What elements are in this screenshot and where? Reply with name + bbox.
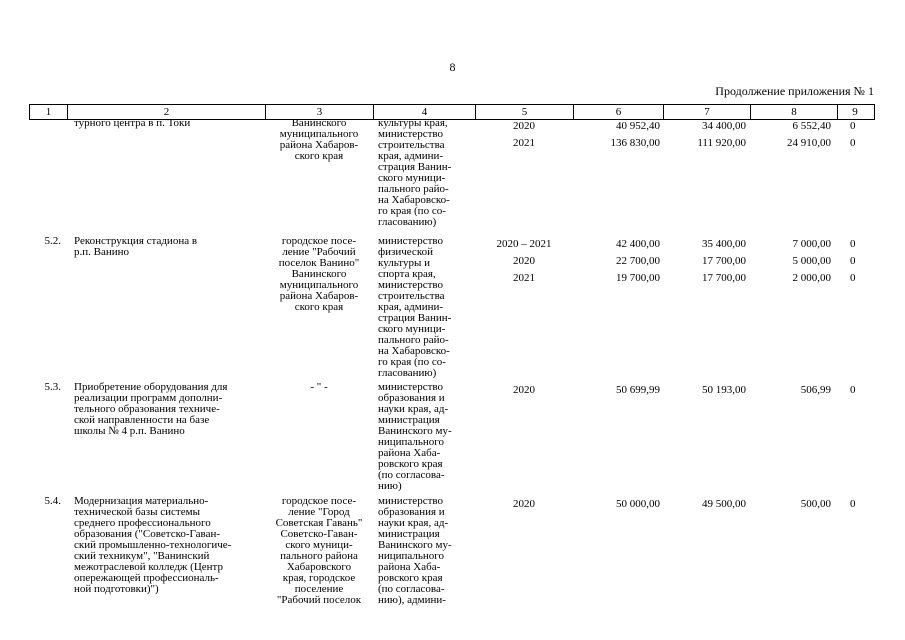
- other-sources-cell: [837, 236, 875, 379]
- coexecutor-line: пального райо-: [378, 334, 449, 346]
- executor-line: Советская Гавань": [275, 517, 363, 529]
- other-sources-line: 0: [850, 238, 856, 250]
- coexecutor-line: спорта края,: [378, 268, 436, 280]
- executor-line: поселение: [294, 583, 344, 595]
- coexecutor-line: строительства: [378, 290, 445, 302]
- header-col-7: 7: [664, 105, 751, 119]
- executor-line: ского муници-: [285, 539, 353, 551]
- other-sources-line: 0: [850, 137, 856, 149]
- regional-budget-line: 17 700,00: [702, 272, 746, 284]
- measure-name-line: Реконструкция стадиона в: [74, 235, 198, 247]
- measure-name-line: турного центра в п. Токи: [74, 117, 191, 129]
- other-sources-cell: [837, 496, 875, 606]
- total-amount-line: 50 000,00: [616, 498, 660, 510]
- table-row: [29, 382, 875, 492]
- coexecutor-line: культуры края,: [378, 117, 448, 129]
- coexecutor-line: ского муници-: [378, 172, 446, 184]
- measure-name-line: ной подготовки)"): [74, 583, 159, 595]
- regional-budget-cell: [663, 118, 750, 228]
- coexecutor-line: ниципального: [378, 550, 445, 562]
- local-budget-cell: [750, 382, 837, 492]
- coexecutor-line: физической: [378, 246, 433, 258]
- measure-name-line: реализации программ дополни-: [74, 392, 223, 404]
- measure-name-cell: [67, 118, 265, 228]
- measure-name-line: р.п. Ванино: [74, 246, 130, 258]
- regional-budget-line: 49 500,00: [702, 498, 746, 510]
- coexecutor-line: Ванинского му-: [378, 539, 452, 551]
- regional-budget-line: 34 400,00: [702, 120, 746, 132]
- measure-name-cell: [67, 382, 265, 492]
- header-col-1: 1: [30, 105, 68, 119]
- executor-line: городское посе-: [281, 495, 357, 507]
- total-amount-line: 22 700,00: [616, 255, 660, 267]
- executor-cell: [265, 118, 373, 228]
- years-cell: [475, 236, 573, 379]
- executor-line: муниципального: [279, 279, 359, 291]
- coexecutor-line: края, админи-: [378, 150, 444, 162]
- measure-name-line: ской направленности на базе: [74, 414, 210, 426]
- total-amount-line: 50 699,99: [616, 384, 660, 396]
- executor-cell: [265, 496, 373, 606]
- coexecutor-line: гласованию): [378, 216, 437, 228]
- total-amount-line: 19 700,00: [616, 272, 660, 284]
- executor-line: Ванинского: [291, 117, 347, 129]
- years-cell: [475, 496, 573, 606]
- coexecutor-line: го края (по со-: [378, 356, 446, 368]
- coexecutor-line: края, админи-: [378, 301, 444, 313]
- local-budget-line: 5 000,00: [792, 255, 831, 267]
- coexecutor-line: (по согласова-: [378, 583, 445, 595]
- coexecutor-line: образования и: [378, 392, 445, 404]
- executor-line: ление "Город: [288, 506, 350, 518]
- coexecutor-cell: [373, 382, 475, 492]
- coexecutor-line: министерство: [378, 279, 444, 291]
- appendix-continuation-label: Продолжение приложения № 1: [715, 84, 874, 98]
- coexecutor-line: пального райо-: [378, 183, 449, 195]
- row-number-cell: 5.2.: [44, 235, 61, 247]
- other-sources-line: 0: [850, 498, 856, 510]
- coexecutor-line: ровского края: [378, 458, 443, 470]
- coexecutor-line: го края (по со-: [378, 205, 446, 217]
- local-budget-cell: [750, 496, 837, 606]
- row-number-cell: 5.3.: [44, 381, 61, 393]
- header-col-2: 2: [68, 105, 266, 119]
- coexecutor-line: культуры и: [378, 257, 430, 269]
- total-amount-cell: [573, 118, 663, 228]
- coexecutor-line: ского муници-: [378, 323, 446, 335]
- years-line: 2021: [513, 272, 535, 284]
- coexecutor-cell: [373, 118, 475, 228]
- local-budget-line: 2 000,00: [792, 272, 831, 284]
- measure-name-cell: [67, 236, 265, 379]
- local-budget-cell: [750, 118, 837, 228]
- measure-name-cell: [67, 496, 265, 606]
- measure-name-line: технической базы системы: [74, 506, 200, 518]
- coexecutor-line: района Хаба-: [378, 447, 441, 459]
- table-row: [29, 236, 875, 379]
- coexecutor-cell: [373, 236, 475, 379]
- coexecutor-line: министерство: [378, 381, 444, 393]
- coexecutor-line: министерство: [378, 235, 444, 247]
- coexecutor-line: ровского края: [378, 572, 443, 584]
- header-col-4: 4: [374, 105, 476, 119]
- regional-budget-cell: [663, 496, 750, 606]
- other-sources-cell: [837, 118, 875, 228]
- measure-name-line: тельного образования техниче-: [74, 403, 220, 415]
- executor-line: - " -: [310, 381, 328, 393]
- header-col-5: 5: [476, 105, 574, 119]
- coexecutor-line: нию): [378, 480, 402, 492]
- measure-name-line: межотраслевой колледж (Центр: [74, 561, 223, 573]
- executor-line: района Хабаров-: [279, 290, 359, 302]
- row-number-cell: 5.4.: [44, 495, 61, 507]
- header-col-6: 6: [574, 105, 664, 119]
- total-amount-line: 136 830,00: [610, 137, 660, 149]
- regional-budget-cell: [663, 236, 750, 379]
- years-line: 2020: [513, 384, 535, 396]
- coexecutor-line: министрация: [378, 414, 440, 426]
- total-amount-line: 40 952,40: [616, 120, 660, 132]
- header-col-9: 9: [852, 106, 858, 118]
- executor-line: ского края: [294, 150, 344, 162]
- other-sources-cell: [837, 382, 875, 492]
- measure-name-line: образования ("Советско-Гаван-: [74, 528, 220, 540]
- row-number-cell: [29, 118, 67, 228]
- executor-line: городское посе-: [281, 235, 357, 247]
- table-row: [29, 118, 875, 228]
- local-budget-cell: [750, 236, 837, 379]
- regional-budget-line: 50 193,00: [702, 384, 746, 396]
- coexecutor-cell: [373, 496, 475, 606]
- measure-name-line: ский промышленно-технологиче-: [74, 539, 232, 551]
- header-col-8: 8: [751, 105, 838, 119]
- local-budget-line: 24 910,00: [787, 137, 831, 149]
- executor-cell: [265, 382, 373, 492]
- years-line: 2020: [513, 498, 535, 510]
- measure-name-line: опережающей профессиональ-: [74, 572, 219, 584]
- local-budget-line: 500,00: [800, 498, 831, 510]
- years-line: 2020: [513, 255, 535, 267]
- coexecutor-line: Ванинского му-: [378, 425, 452, 437]
- other-sources-line: 0: [850, 384, 856, 396]
- local-budget-line: 7 000,00: [792, 238, 831, 250]
- local-budget-line: 506,99: [800, 384, 831, 396]
- executor-line: поселок Ванино": [278, 257, 360, 269]
- coexecutor-line: строительства: [378, 139, 445, 151]
- executor-line: "Рабочий поселок: [276, 594, 362, 606]
- total-amount-cell: [573, 382, 663, 492]
- header-col-3: 3: [266, 105, 374, 119]
- years-cell: [475, 118, 573, 228]
- coexecutor-line: на Хабаровско-: [378, 345, 450, 357]
- coexecutor-line: образования и: [378, 506, 445, 518]
- years-cell: [475, 382, 573, 492]
- executor-line: Хабаровского: [286, 561, 352, 573]
- executor-line: ление "Рабочий: [282, 246, 356, 258]
- other-sources-line: 0: [850, 272, 856, 284]
- coexecutor-line: министерство: [378, 128, 444, 140]
- local-budget-line: 6 552,40: [792, 120, 831, 132]
- coexecutor-line: министерство: [378, 495, 444, 507]
- years-line: 2020: [513, 120, 535, 132]
- coexecutor-line: страция Ванин-: [378, 312, 452, 324]
- coexecutor-line: науки края, ад-: [378, 517, 449, 529]
- other-sources-line: 0: [850, 255, 856, 267]
- executor-cell: [265, 236, 373, 379]
- executor-line: муниципального: [279, 128, 359, 140]
- coexecutor-line: (по согласова-: [378, 469, 445, 481]
- coexecutor-line: ниципального: [378, 436, 445, 448]
- page-number: 8: [449, 60, 456, 74]
- coexecutor-line: нию), админи-: [378, 594, 446, 606]
- coexecutor-line: района Хаба-: [378, 561, 441, 573]
- coexecutor-line: гласованию): [378, 367, 437, 379]
- regional-budget-line: 111 920,00: [697, 137, 746, 149]
- years-line: 2020 – 2021: [496, 238, 552, 250]
- regional-budget-line: 17 700,00: [702, 255, 746, 267]
- coexecutor-line: страция Ванин-: [378, 161, 452, 173]
- measure-name-line: среднего профессионального: [74, 517, 211, 529]
- total-amount-line: 42 400,00: [616, 238, 660, 250]
- executor-line: Советско-Гаван-: [280, 528, 358, 540]
- regional-budget-cell: [663, 382, 750, 492]
- coexecutor-line: науки края, ад-: [378, 403, 449, 415]
- table-row: [29, 496, 875, 606]
- total-amount-cell: [573, 236, 663, 379]
- measure-name-line: Приобретение оборудования для: [74, 381, 228, 393]
- executor-line: края, городское: [282, 572, 356, 584]
- total-amount-cell: [573, 496, 663, 606]
- executor-line: пального района: [280, 550, 358, 562]
- executor-line: ского края: [294, 301, 344, 313]
- coexecutor-line: на Хабаровско-: [378, 194, 450, 206]
- executor-line: района Хабаров-: [279, 139, 359, 151]
- years-line: 2021: [513, 137, 535, 149]
- regional-budget-line: 35 400,00: [702, 238, 746, 250]
- executor-line: Ванинского: [291, 268, 347, 280]
- measure-name-line: ский техникум", "Ванинский: [74, 550, 210, 562]
- measure-name-line: школы № 4 р.п. Ванино: [74, 425, 185, 437]
- measure-name-line: Модернизация материально-: [74, 495, 209, 507]
- coexecutor-line: министрация: [378, 528, 440, 540]
- other-sources-line: 0: [850, 120, 856, 132]
